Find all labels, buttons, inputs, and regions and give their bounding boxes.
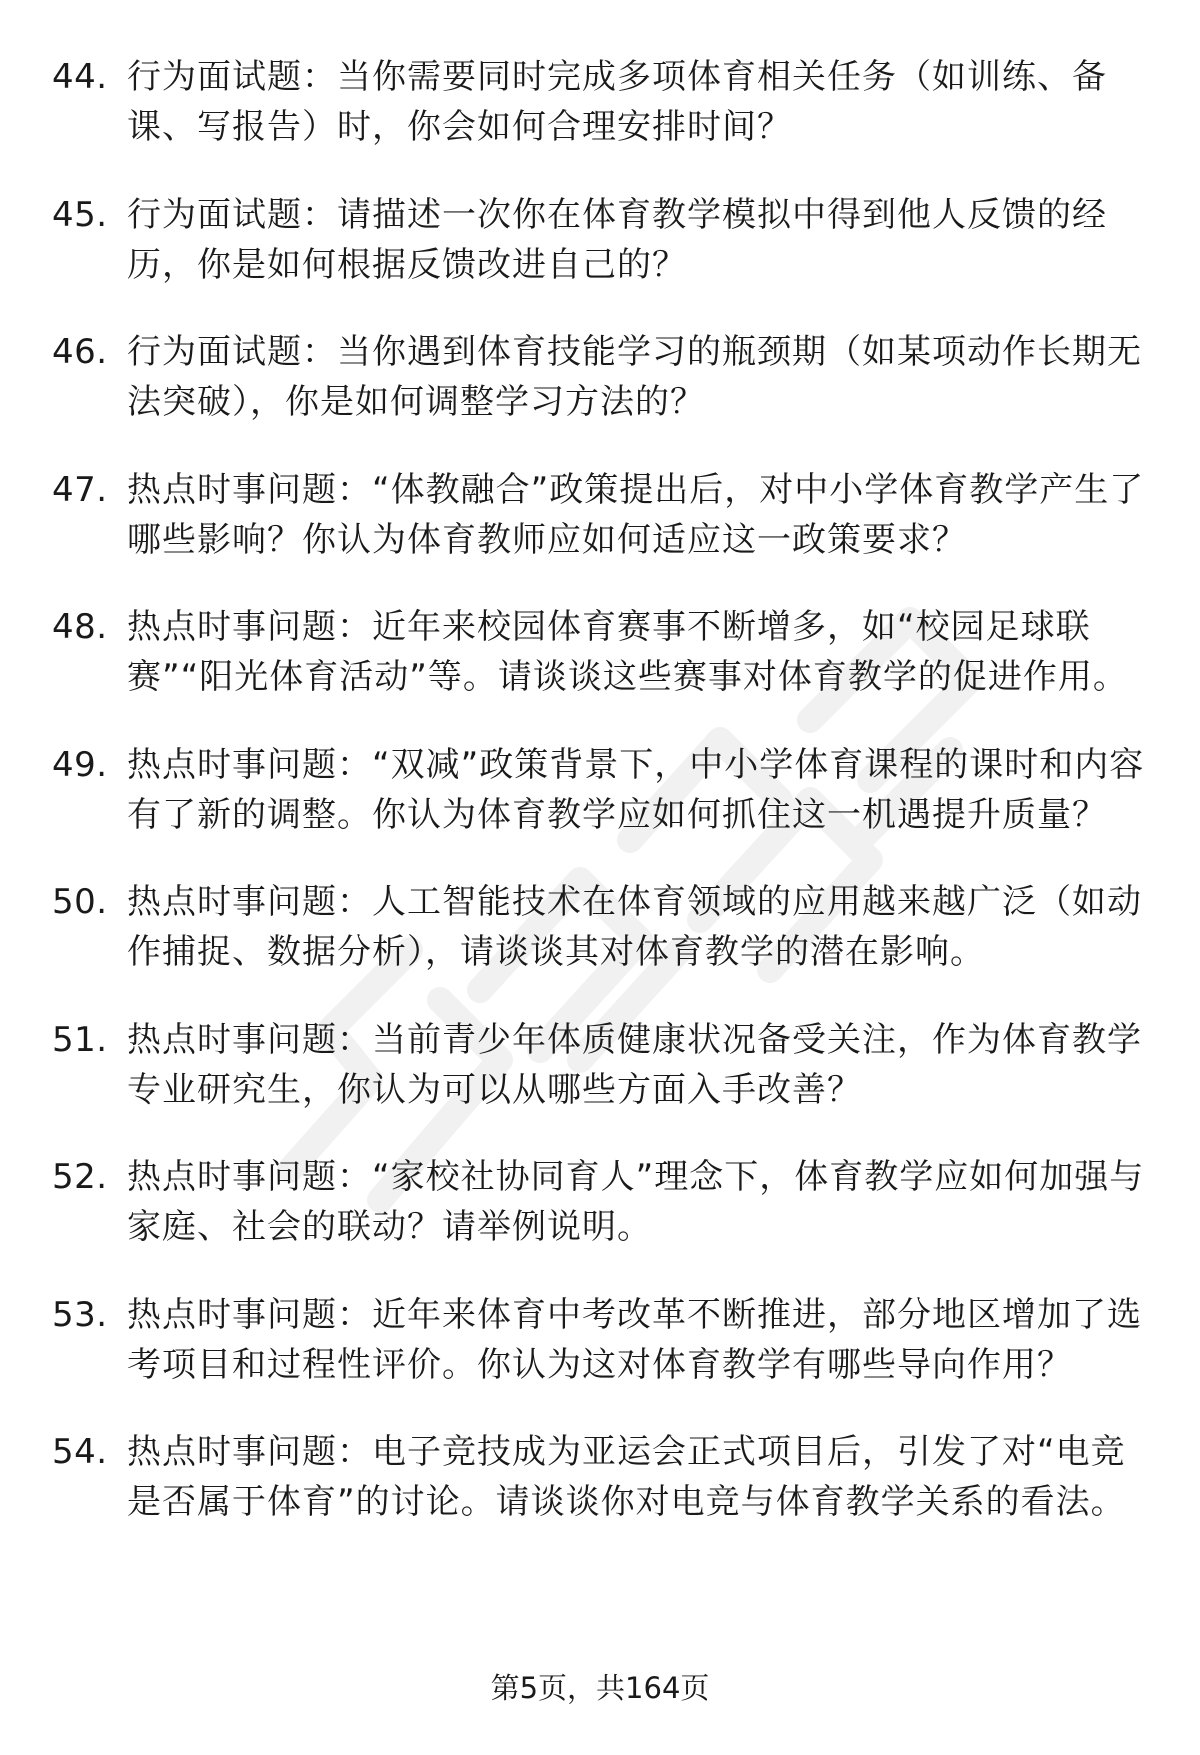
question-number: 46. <box>52 332 108 372</box>
question-text: 热点时事问题：“家校社协同育人”理念下，体育教学应如何加强与家庭、社会的联动？请举例说明。 <box>127 1157 1145 1247</box>
question-number: 44. <box>52 57 108 97</box>
question-number: 52. <box>52 1157 108 1197</box>
question-text: 热点时事问题：“体教融合”政策提出后，对中小学体育教学产生了哪些影响？你认为体育教师应如何适应这一政策要求？ <box>127 469 1145 560</box>
list-item <box>52 327 1152 427</box>
question-number: 50. <box>52 882 108 922</box>
list-item <box>52 1290 1152 1390</box>
page-footer: 第5页，共164页 <box>490 1671 710 1705</box>
question-text: 行为面试题：请描述一次你在体育教学模拟中得到他人反馈的经历，你是如何根据反馈改进自己的？ <box>127 194 1107 285</box>
question-text: 热点时事问题：人工智能技术在体育领域的应用越来越广泛（如动作捕捉、数据分析），请谈谈其对体育教学的潜在影响。 <box>127 882 1142 972</box>
question-number: 51. <box>52 1019 108 1060</box>
question-number: 48. <box>52 607 108 647</box>
question-number: 45. <box>52 194 108 235</box>
question-text: 行为面试题：当你遇到体育技能学习的瓶颈期（如某项动作长期无法突破），你是如何调整学习方法的？ <box>127 332 1142 422</box>
question-text: 热点时事问题：近年来校园体育赛事不断增多，如“校园足球联赛”“阳光体育活动”等。请谈谈这些赛事对体育教学的促进作用。 <box>127 607 1128 697</box>
list-item <box>52 1015 1152 1115</box>
question-number: 49. <box>52 744 108 785</box>
question-text: 热点时事问题：电子竞技成为亚运会正式项目后，引发了对“电竞是否属于体育”的讨论。请谈谈你对电竞与体育教学关系的看法。 <box>127 1432 1126 1522</box>
list-item <box>52 877 1152 977</box>
question-number: 54. <box>52 1432 108 1472</box>
list-item <box>52 740 1152 840</box>
question-number: 47. <box>52 469 108 510</box>
list-item <box>52 190 1152 290</box>
question-text: 行为面试题：当你需要同时完成多项体育相关任务（如训练、备课、写报告）时，你会如何合理安排时间？ <box>127 57 1107 147</box>
question-list <box>52 52 1152 1565</box>
question-number: 53. <box>52 1294 108 1335</box>
list-item <box>52 1427 1152 1527</box>
question-text: 热点时事问题：当前青少年体质健康状况备受关注，作为体育教学专业研究生，你认为可以从哪些方面入手改善？ <box>127 1019 1142 1110</box>
list-item <box>52 602 1152 702</box>
question-text: 热点时事问题：近年来体育中考改革不断推进，部分地区增加了选考项目和过程性评价。你认为这对体育教学有哪些导向作用？ <box>127 1294 1142 1385</box>
list-item <box>52 465 1152 565</box>
question-text: 热点时事问题：“双减”政策背景下，中小学体育课程的课时和内容有了新的调整。你认为体育教学应如何抓住这一机遇提升质量？ <box>127 744 1145 835</box>
list-item <box>52 52 1152 152</box>
list-item <box>52 1152 1152 1252</box>
